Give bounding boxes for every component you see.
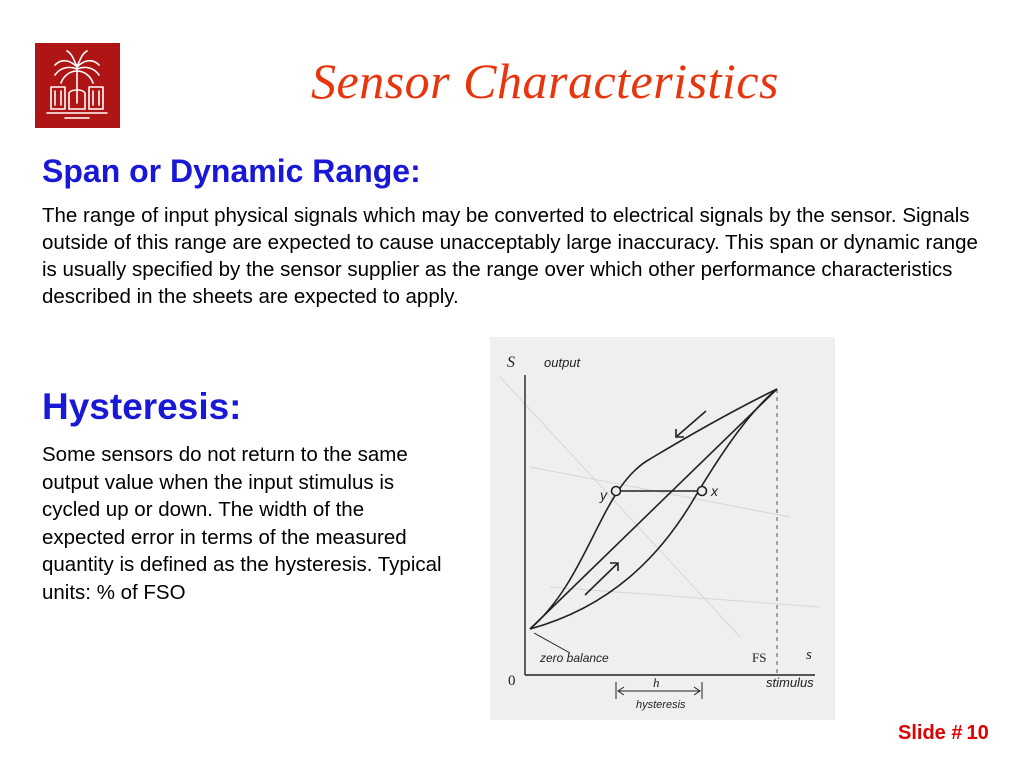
x-axis-symbol: s bbox=[806, 647, 812, 663]
span-paragraph: The range of input physical signals which may be converted to electrical signals by the sensor. Signals outside of this range are expected to cause unacceptably large inaccuracy. This span or dynamic range is usually specified by the sensor supplier as the range over which other performance characteristics described in the sheets are expected to apply. bbox=[42, 204, 978, 308]
hysteresis-heading: Hysteresis: bbox=[42, 386, 242, 427]
downward-arrow bbox=[676, 411, 706, 437]
x-axis-label: stimulus bbox=[766, 675, 814, 690]
point-x-label: x bbox=[711, 483, 718, 499]
palmetto-tree-icon bbox=[35, 43, 120, 128]
direction-arrows bbox=[585, 411, 706, 595]
hysteresis-diagram bbox=[490, 337, 835, 720]
linear-reference bbox=[530, 389, 777, 629]
zero-balance-pointer bbox=[534, 633, 570, 653]
zero-balance-label: zero balance bbox=[540, 651, 609, 665]
university-logo bbox=[35, 43, 120, 128]
hysteresis-label: hysteresis bbox=[636, 699, 686, 711]
y-axis-symbol: S bbox=[507, 354, 515, 371]
hysteresis-paragraph: Some sensors do not return to the same output value when the input stimulus is cycled up or down. The width of the expected error in terms of the measured quantity is defined as the hysteresis. Typical units: % of FSO bbox=[42, 443, 442, 604]
slide-number-value: 10 bbox=[966, 722, 989, 744]
slide-title: Sensor Characteristics bbox=[311, 53, 779, 109]
point-y-label: y bbox=[600, 487, 607, 503]
origin-label: 0 bbox=[508, 673, 516, 689]
scan-texture bbox=[500, 377, 820, 637]
point-x-marker bbox=[698, 487, 707, 496]
span-heading: Span or Dynamic Range: bbox=[42, 153, 421, 189]
slide-number bbox=[898, 722, 989, 745]
y-axis-label: output bbox=[544, 355, 581, 370]
fs-label: FS bbox=[752, 650, 767, 665]
h-label: h bbox=[653, 675, 660, 690]
hysteresis-plot bbox=[490, 337, 835, 720]
point-y-marker bbox=[612, 487, 621, 496]
slide-number-label: Slide # bbox=[898, 722, 963, 744]
